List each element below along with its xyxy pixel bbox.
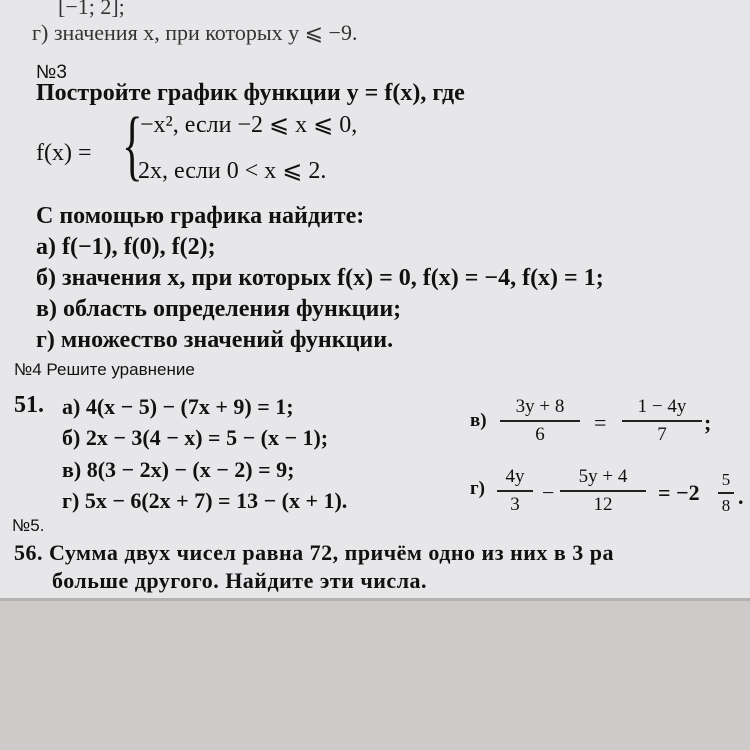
eq-right-v-fraction-1 [500, 396, 580, 446]
task3-item-g: г) множество значений функции. [36, 327, 394, 353]
page-edge [0, 598, 750, 601]
eq-g: г) 5x − 6(2x + 7) = 13 − (x + 1). [62, 488, 348, 513]
eq-right-g-fraction-1 [497, 466, 533, 516]
fraction-denominator: 7 [657, 424, 667, 445]
top-line-2: г) значения x, при которых y ⩽ −9. [32, 20, 358, 45]
eq-right-v-label: в) [470, 410, 487, 431]
eq-right-v-end: ; [704, 410, 712, 435]
fraction-numerator: 5y + 4 [578, 466, 628, 487]
case-2: 2x, если 0 < x ⩽ 2. [138, 158, 327, 184]
fraction-bar [718, 492, 734, 494]
piecewise-brace: { [122, 101, 143, 188]
underlying-sheet [0, 600, 750, 750]
task3-number: №3 [36, 62, 67, 83]
fraction-denominator: 8 [721, 496, 731, 515]
fraction-numerator: 4y [505, 466, 525, 487]
fraction-numerator: 3y + 8 [515, 396, 565, 417]
fraction-bar [497, 490, 533, 492]
fraction-denominator: 6 [535, 424, 545, 445]
exercise-56-line-2: больше другого. Найдите эти числа. [52, 568, 428, 593]
task3-item-b: б) значения x, при которых f(x) = 0, f(x) = −4, f(x) = 1; [36, 265, 604, 291]
eq-right-v-equals: = [594, 410, 607, 435]
task3-title: Постройте график функции y = f(x), где [36, 80, 465, 106]
fx-label: f(x) = [36, 140, 92, 166]
task3-item-a: а) f(−1), f(0), f(2); [36, 234, 216, 260]
eq-b: б) 2x − 3(4 − x) = 5 − (x − 1); [62, 425, 329, 450]
eq-right-g-end: . [738, 484, 744, 509]
exercise-51-number: 51. [14, 392, 44, 418]
eq-right-g-minus: − [542, 480, 555, 505]
task3-subheading: С помощью графика найдите: [36, 203, 365, 229]
case-1: −x², если −2 ⩽ x ⩽ 0, [140, 112, 358, 138]
task3-item-v: в) область определения функции; [36, 296, 402, 322]
fraction-numerator: 5 [721, 470, 731, 489]
eq-v: в) 8(3 − 2x) − (x − 2) = 9; [62, 457, 295, 482]
top-line-1: [−1; 2]; [58, 0, 125, 19]
fraction-numerator: 1 − 4y [637, 396, 687, 417]
eq-right-g-mixed-fraction [718, 470, 734, 516]
eq-right-v-fraction-2 [622, 396, 702, 446]
fraction-denominator: 12 [593, 494, 613, 515]
task5-number: №5. [12, 516, 45, 535]
fraction-bar [622, 420, 702, 422]
eq-right-g-fraction-2 [560, 466, 646, 516]
eq-right-g-equals: = −2 [658, 480, 700, 505]
fraction-denominator: 3 [510, 494, 520, 515]
exercise-56-line-1: 56. Сумма двух чисел равна 72, причём одно из них в 3 ра [14, 540, 615, 565]
fraction-bar [560, 490, 646, 492]
fraction-bar [500, 420, 580, 422]
eq-a: а) 4(x − 5) − (7x + 9) = 1; [62, 394, 294, 419]
task4-number: №4 Решите уравнение [14, 360, 195, 379]
eq-right-g-label: г) [470, 478, 485, 499]
